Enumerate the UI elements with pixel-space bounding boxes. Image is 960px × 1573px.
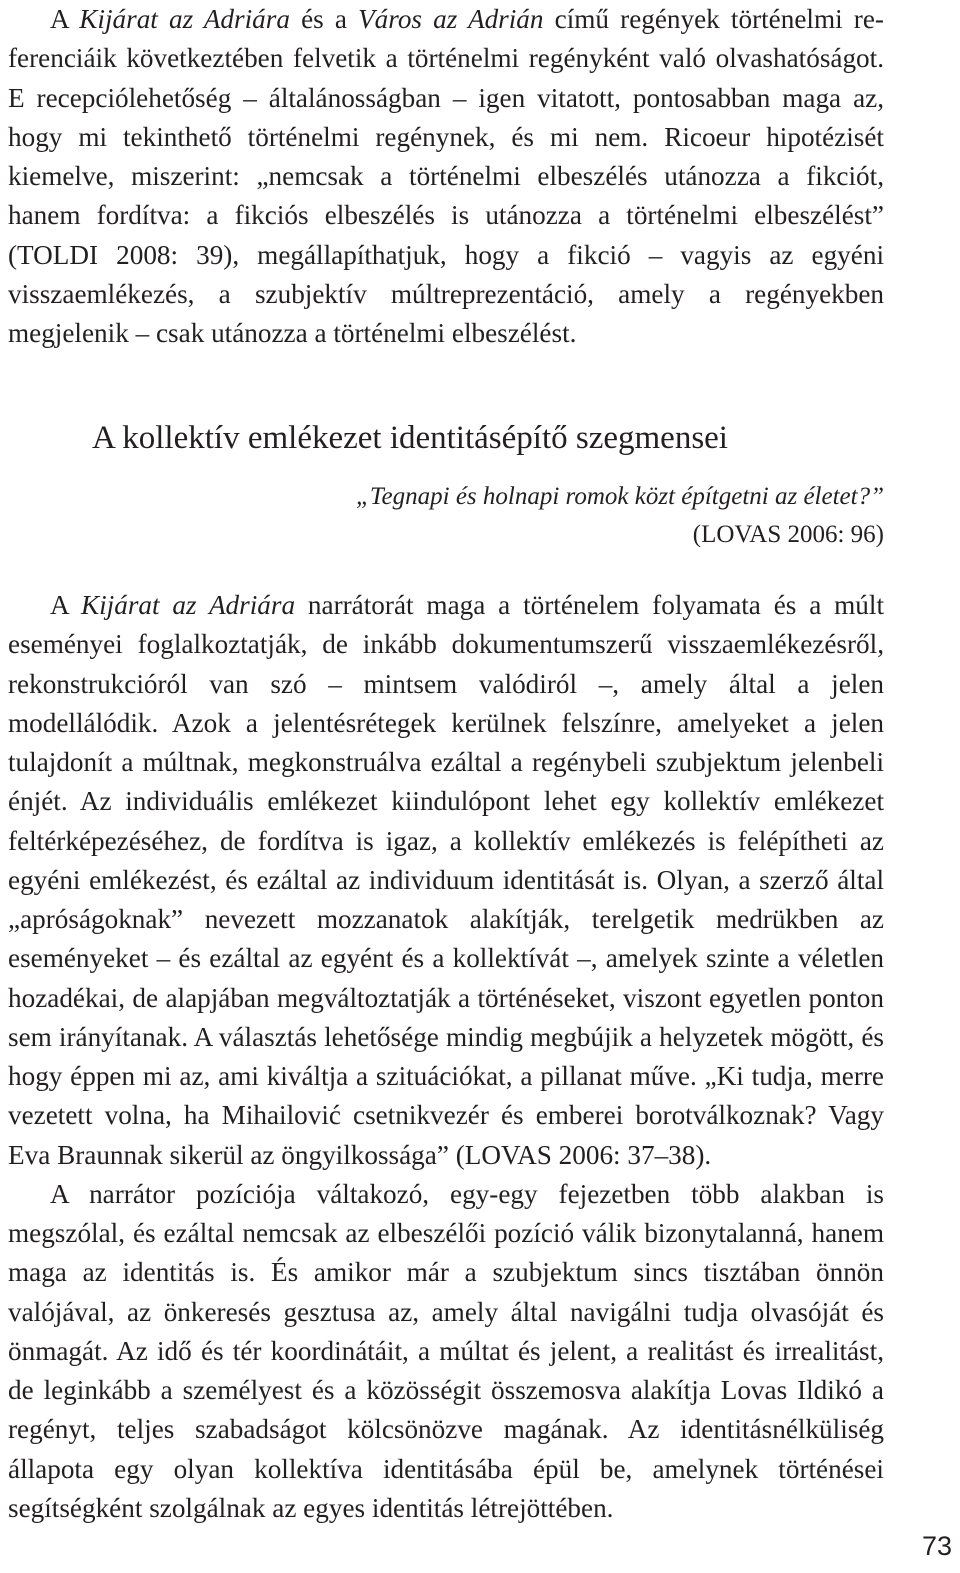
paragraph: A narrátor pozíciója váltakozó, egy-egy fejezetben több alakban is megszólal, és ezáltal nemcsak az elbeszélői pozíció válik bizonytalanná, hanem maga az identitás is. És amikor már a szubjektum sincs tisztában önnön valójával, az önkeresés gesztusa az, amely által navigálni tudja olvasóját és önmagát. Az idő és tér koordinátáit, a múltat és jelent, a realitást és irrealitást, de leginkább a személyest és a közösségit összemosva alakítja Lovas Ildikó a regényt, teljes szabadságot kölcsönözve magának. Az identitásnélküliség állapota egy olyan kollektíva identitásába épül be, amelynek történései segítségként szolgálnak az egyes identitás létrejöttében.	[8, 1178, 884, 1523]
paragraph	[8, 586, 884, 1175]
text-span: narrátorát maga a történelem folyamata és a múlt eseményei foglalkoztatják, de inkább dokumentumszerű visszaemlékezésről, rekonstrukcióról van szó – mintsem valódiról –, amely által a jelen modellálódik. Azok a jelentésrétegek kerülnek felszínre, amelyeket a jelen tulajdonít a múltnak, megkonstruálva ezáltal a regénybeli szubjektum jelenbeli énjét. Az individuális emlékezet kiindulópont lehet egy kollektív emlékezet feltérképezéséhez, de fordítva is igaz, a kollektív emlékezés is felépítheti az egyéni emlékezést, és ezáltal az individuum identitását is. Olyan, a szerző által „apróságoknak” nevezett mozzanatok alakítják, terelgetik medrükben az eseményeket – és ezáltal az egyént és a kollektívát –, amelyek szinte a véletlen hozadékai, de alapjában megváltoztatják a történéseket, viszont egyetlen ponton sem irányítanak. A választás lehetősége mindig megbújik a helyzetek mögött, és hogy éppen mi az, ami kiváltja a szituációkat, a pillanat műve. „Ki tudja, merre vezetett volna, ha Mihailović csetnikvezér és emberei borotválkoznak? Vagy Eva Braunnak sikerül az öngyilkossága” (LOVAS 2006: 37–38).	[8, 590, 885, 1170]
epigraph-quote: „Tegnapi és holnapi romok közt építgetni az életet?”	[356, 483, 884, 510]
page-number: 73	[921, 1531, 952, 1561]
epigraph-source: (LOVAS 2006: 96)	[692, 521, 884, 548]
text-span: és a	[289, 4, 359, 34]
body-text-top	[8, 0, 884, 353]
book-title: Kijárat az Adriára	[81, 590, 296, 620]
book-title: Város az Adrián	[358, 4, 544, 34]
text-span: A	[50, 590, 81, 620]
book-title: Kijárat az Adriára	[79, 4, 290, 34]
text-span: A	[50, 4, 80, 34]
section-heading: A kollektív emlékezet identitásépítő szegmensei	[92, 420, 728, 456]
paragraph	[8, 0, 884, 353]
epigraph	[356, 478, 884, 554]
body-text-bottom	[8, 586, 884, 1528]
text-span: című regények történelmi referenciáik következtében felvetik a történelmi regényként való olvashatóságot. E recepciólehetőség – általánosságban – igen vitatott, pontosabban maga az, hogy mi tekinthető történelmi regénynek, és mi nem. Ricoeur hipotézisét kiemelve, miszerint: „nemcsak a történelmi elbeszélés utánozza a fikciót, hanem fordítva: a fikciós elbeszélés is utánozza a történelmi elbeszélést” (TOLDI 2008: 39), megállapíthatjuk, hogy a fikció – vagyis az egyéni visszaemlékezés, a szubjektív múltreprezentáció, amely a regényekben megjelenik – csak utánozza a történelmi elbeszélést.	[8, 4, 884, 348]
